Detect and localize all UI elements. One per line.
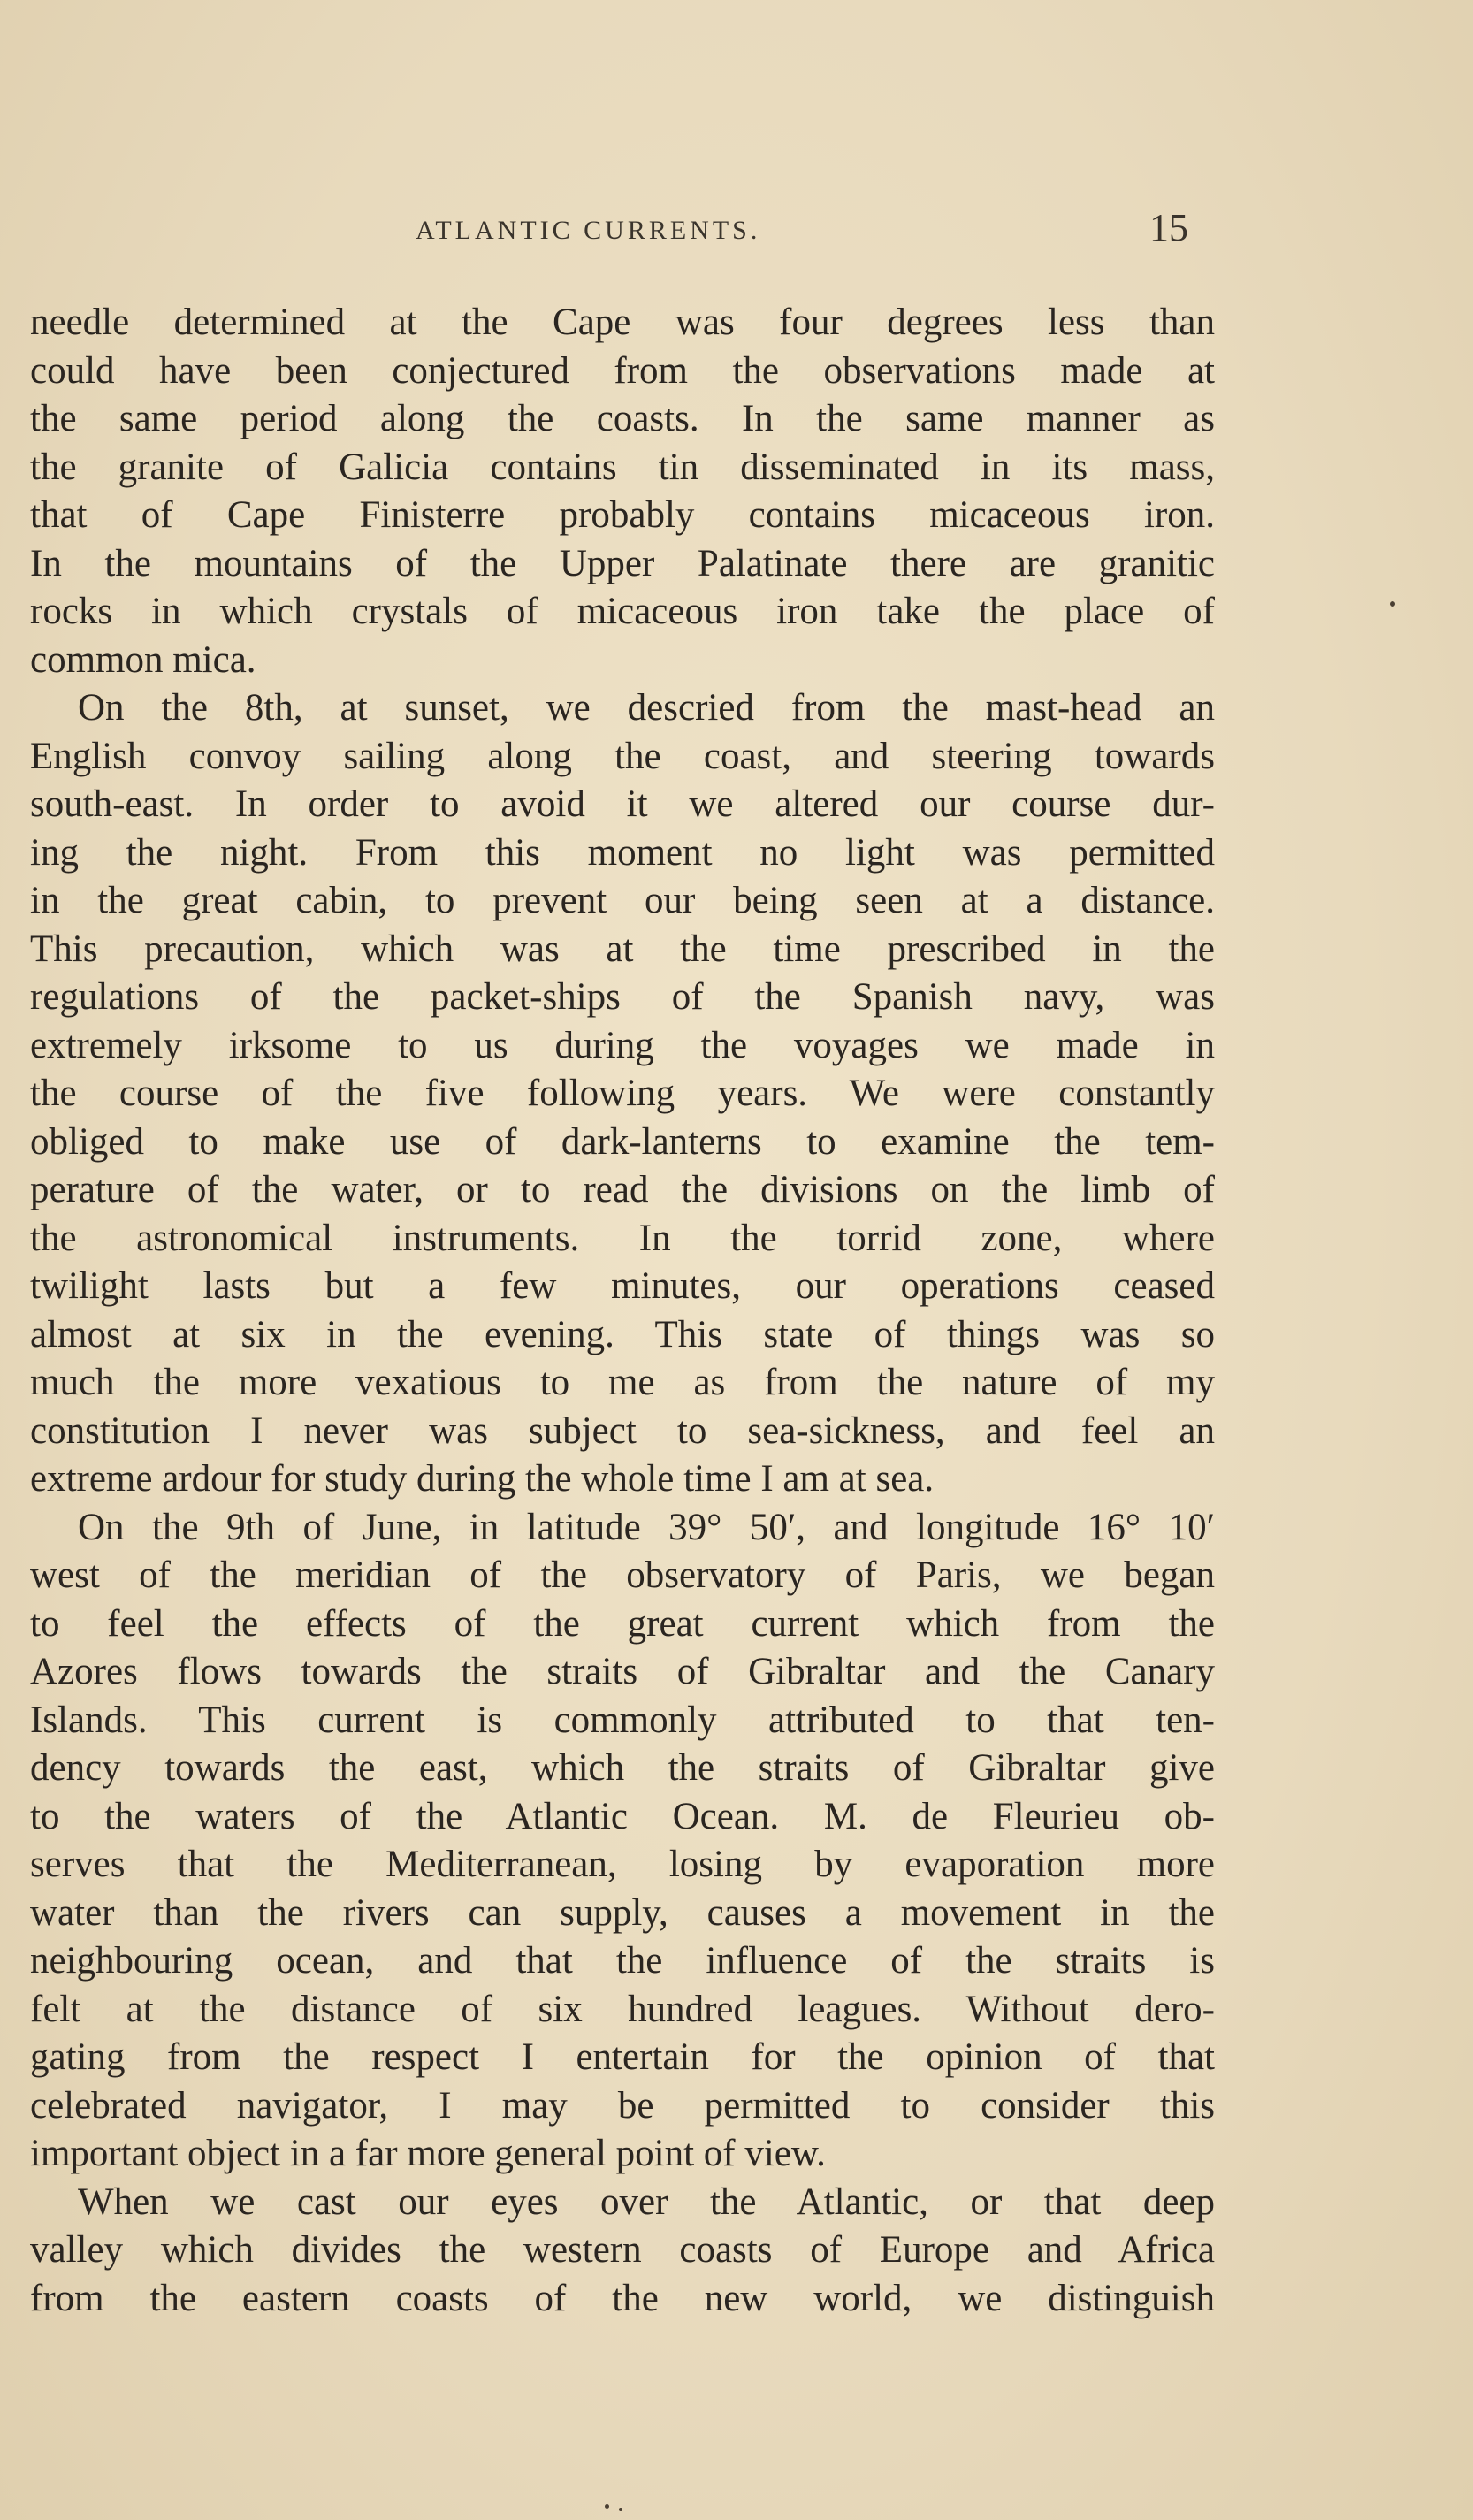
body-text	[30, 299, 1215, 2323]
text-line: neighbouring ocean, and that the influence of the straits is	[30, 1940, 1215, 1982]
text-line: south-east. In order to avoid it we altered our course dur-	[30, 783, 1215, 825]
text-line: On the 9th of June, in latitude 39° 50′, and longitude 16° 10′	[78, 1506, 1215, 1548]
text-line: the granite of Galicia contains tin disseminated in its mass,	[30, 446, 1215, 488]
text-line: from the eastern coasts of the new world, we distinguish	[30, 2277, 1215, 2319]
text-line: ing the night. From this moment no light was permitted	[30, 831, 1215, 874]
running-head: ATLANTIC CURRENTS.	[416, 216, 761, 245]
text-line: to feel the effects of the great current which from the	[30, 1602, 1215, 1645]
text-line: in the great cabin, to prevent our being seen at a distance.	[30, 880, 1215, 921]
paper-speck	[605, 2504, 609, 2509]
text-line: On the 8th, at sunset, we descried from the mast-head an	[78, 687, 1215, 729]
text-line: extremely irksome to us during the voyages we made in	[30, 1024, 1215, 1066]
text-line: constitution I never was subject to sea-sickness, and feel an	[30, 1409, 1215, 1452]
text-line: west of the meridian of the observatory of Paris, we began	[30, 1554, 1215, 1596]
text-line: gating from the respect I entertain for the opinion of that	[30, 2036, 1215, 2078]
text-line: perature of the water, or to read the divisions on the limb of	[30, 1169, 1215, 1210]
text-line: that of Cape Finisterre probably contains micaceous iron.	[30, 494, 1215, 536]
text-line: needle determined at the Cape was four degrees less than	[30, 302, 1215, 343]
text-line: dency towards the east, which the straits of Gibraltar give	[30, 1747, 1215, 1789]
text-line: much the more vexatious to me as from the nature of my	[30, 1362, 1215, 1403]
paper-speck	[1390, 601, 1395, 607]
text-line: valley which divides the western coasts of Europe and Africa	[30, 2229, 1215, 2271]
text-line: the astronomical instruments. In the torrid zone, where	[30, 1217, 1215, 1259]
page-header	[0, 205, 1473, 267]
text-line: common mica.	[30, 638, 256, 681]
text-line: the course of the five following years. We were constantly	[30, 1073, 1215, 1114]
text-line: serves that the Mediterranean, losing by evaporation more	[30, 1844, 1215, 1885]
text-line: obliged to make use of dark-lanterns to examine the tem-	[30, 1120, 1215, 1163]
text-line: important object in a far more general point of view.	[30, 2133, 826, 2174]
paragraph	[30, 2179, 1215, 2324]
text-line: the same period along the coasts. In the same manner as	[30, 398, 1215, 439]
text-line: rocks in which crystals of micaceous iron take the place of	[30, 591, 1215, 632]
text-line: twilight lasts but a few minutes, our operations ceased	[30, 1265, 1215, 1307]
text-line: to the waters of the Atlantic Ocean. M. de Fleurieu ob-	[30, 1795, 1215, 1837]
text-line: celebrated navigator, I may be permitted to consider this	[30, 2084, 1215, 2127]
text-line: In the mountains of the Upper Palatinate there are granitic	[30, 542, 1215, 584]
text-line: almost at six in the evening. This state of things was so	[30, 1313, 1215, 1355]
text-line: felt at the distance of six hundred leagues. Without dero-	[30, 1988, 1215, 2030]
text-line: water than the rivers can supply, causes a movement in the	[30, 1891, 1215, 1934]
text-line: English convoy sailing along the coast, and steering towards	[30, 735, 1215, 777]
text-line: Islands. This current is commonly attributed to that ten-	[30, 1699, 1215, 1741]
text-line: extreme ardour for study during the whole time I am at sea.	[30, 1458, 935, 1500]
text-line: could have been conjectured from the observations made at	[30, 349, 1215, 392]
text-line: Azores flows towards the straits of Gibraltar and the Canary	[30, 1651, 1215, 1692]
text-line: When we cast our eyes over the Atlantic, or that deep	[78, 2180, 1215, 2223]
page-number: 15	[1149, 206, 1188, 249]
text-line: This precaution, which was at the time prescribed in the	[30, 928, 1215, 970]
paragraph	[30, 684, 1215, 1504]
text-line: regulations of the packet-ships of the Spanish navy, was	[30, 976, 1215, 1018]
paragraph	[30, 1504, 1215, 2179]
paper-speck	[619, 2508, 622, 2511]
paragraph	[30, 299, 1215, 684]
